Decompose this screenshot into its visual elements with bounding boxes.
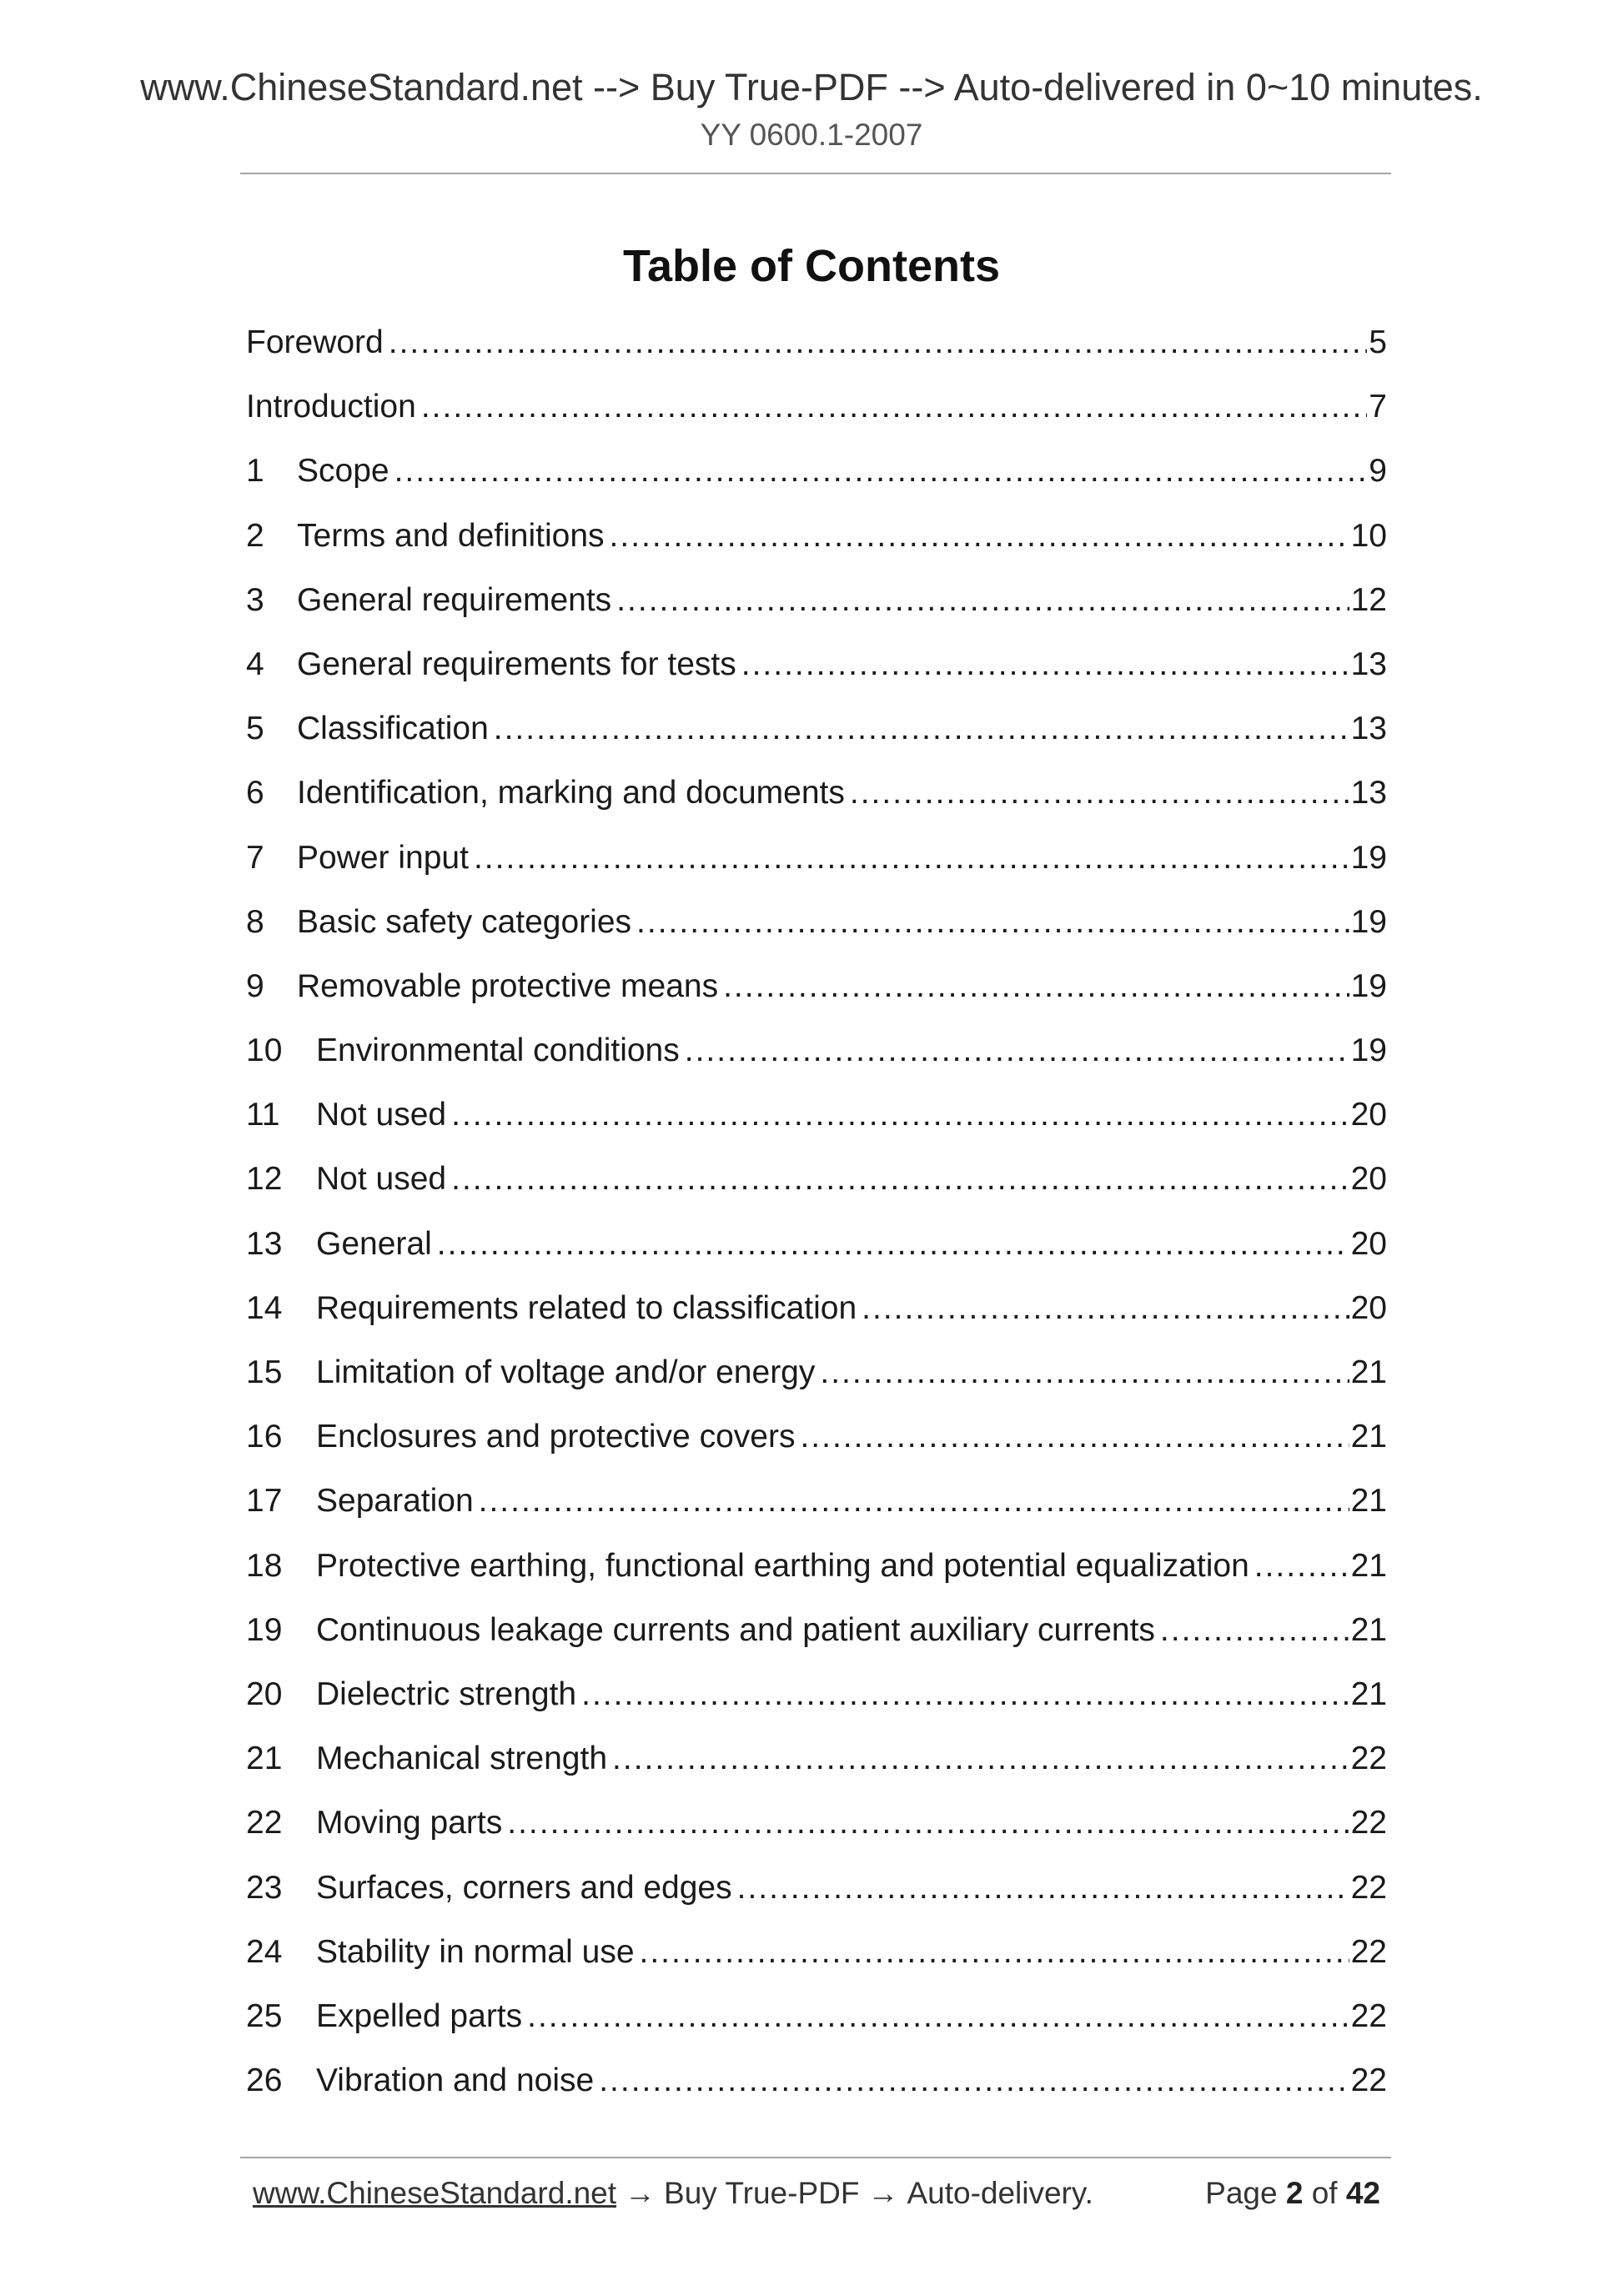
toc-entry-3[interactable] [246, 568, 1387, 632]
page-title: Table of Contents [623, 241, 1000, 291]
toc-entry-label: Classification [297, 711, 489, 747]
toc-entry-label: Stability in normal use [316, 1933, 635, 1970]
toc-entry-label: Requirements related to classification [316, 1289, 857, 1326]
page-current: 2 [1285, 2176, 1304, 2210]
dot-leader [479, 1469, 1349, 1533]
document-id: YY 0600.1-2007 [700, 118, 923, 152]
toc-entry-page: 19 [1350, 839, 1387, 876]
toc-entry-number: 1 [246, 453, 264, 490]
footer-buy-text: Buy True-PDF [664, 2176, 860, 2210]
toc-entry-page: 20 [1350, 1097, 1387, 1133]
dot-leader [421, 374, 1367, 439]
toc-entry-label: Introduction [246, 389, 416, 425]
toc-entry-number: 18 [246, 1547, 283, 1584]
toc-entry-page: 22 [1350, 1869, 1387, 1906]
toc-entry-page: 21 [1350, 1419, 1387, 1455]
toc-entry-number: 4 [246, 646, 264, 682]
dot-leader [581, 1662, 1349, 1726]
toc-entry-number: 12 [246, 1161, 283, 1198]
toc-entry-label: Dielectric strength [316, 1676, 577, 1712]
toc-entry-page: 19 [1350, 1032, 1387, 1069]
toc-entry-6[interactable] [246, 761, 1387, 825]
toc-entry-label: Moving parts [316, 1805, 503, 1841]
toc-entry-label: General requirements [297, 581, 612, 618]
dot-leader [610, 504, 1349, 568]
page-word: Page [1205, 2176, 1278, 2210]
toc-entry-number: 7 [246, 839, 264, 876]
toc-entry-number: 22 [246, 1805, 283, 1841]
toc-entry-number: 15 [246, 1354, 283, 1390]
dot-leader [394, 439, 1368, 503]
toc-entry-number: 14 [246, 1289, 283, 1326]
toc-entry-1[interactable] [246, 439, 1387, 503]
dot-leader [599, 2048, 1349, 2113]
dot-leader [723, 954, 1349, 1018]
toc-entry-page: 21 [1350, 1483, 1387, 1520]
toc-entry-page: 13 [1350, 711, 1387, 747]
toc-entry-number: 20 [246, 1676, 283, 1712]
toc-entry-page: 21 [1350, 1354, 1387, 1390]
toc-entry-label: Not used [316, 1161, 447, 1198]
toc-entry-page: 5 [1369, 324, 1387, 360]
toc-entry-label: Identification, marking and documents [297, 775, 845, 811]
arrow-right-icon: → [625, 2176, 656, 2210]
dot-leader [636, 890, 1349, 954]
dot-leader [616, 568, 1349, 632]
dot-leader [741, 632, 1349, 696]
toc-entry-number: 19 [246, 1611, 283, 1648]
toc-entry-20[interactable] [246, 1662, 1387, 1726]
toc-entry-label: Power input [297, 839, 469, 876]
toc-entry-page: 7 [1369, 389, 1387, 425]
toc-entry-page: 13 [1350, 775, 1387, 811]
toc-entry-14[interactable] [246, 1276, 1387, 1340]
arrow-right-icon: → [867, 2176, 899, 2210]
toc-entry-number: 25 [246, 1997, 283, 2034]
toc-entry-10[interactable] [246, 1018, 1387, 1083]
header-divider [240, 173, 1391, 174]
toc-entry-2[interactable] [246, 504, 1387, 568]
page-of-word: of [1311, 2176, 1338, 2210]
page-footer [253, 2170, 1380, 2217]
dot-leader [685, 1018, 1349, 1083]
toc-entry-label: Scope [297, 453, 389, 490]
dot-leader [437, 1212, 1349, 1276]
toc-entry-number: 10 [246, 1032, 283, 1069]
dot-leader [737, 1856, 1349, 1920]
toc-entry-number: 21 [246, 1741, 283, 1777]
dot-leader [862, 1276, 1349, 1340]
toc-entry-label: Enclosures and protective covers [316, 1419, 796, 1455]
footer-divider [240, 2157, 1391, 2158]
footer-delivery-text: Auto-delivery. [907, 2176, 1093, 2210]
toc-entry-page: 9 [1369, 453, 1387, 490]
table-of-contents [246, 310, 1387, 2113]
dot-leader [800, 1404, 1349, 1469]
toc-entry-7[interactable] [246, 826, 1387, 890]
toc-entry-9[interactable] [246, 954, 1387, 1018]
toc-entry-25[interactable] [246, 1984, 1387, 2048]
header-banner: www.ChineseStandard.net --> Buy True-PDF --> Auto-delivered in 0~10 minutes. [140, 66, 1483, 108]
toc-entry-number: 6 [246, 775, 264, 811]
page-total: 42 [1345, 2176, 1380, 2210]
toc-entry-label: Removable protective means [297, 967, 719, 1004]
toc-entry-number: 5 [246, 711, 264, 747]
toc-entry-label: Mechanical strength [316, 1741, 608, 1777]
footer-promo [253, 2176, 1093, 2211]
toc-entry-number: 17 [246, 1483, 283, 1520]
toc-entry-label: Terms and definitions [297, 517, 605, 554]
toc-entry-label: General [316, 1225, 432, 1262]
footer-site-link[interactable]: www.ChineseStandard.net [253, 2176, 617, 2210]
page-number [1205, 2176, 1380, 2211]
toc-entry-label: Basic safety categories [297, 903, 632, 940]
toc-entry-label: Continuous leakage currents and patient auxiliary currents [316, 1611, 1155, 1648]
toc-entry-21[interactable] [246, 1726, 1387, 1791]
toc-entry-page: 21 [1350, 1676, 1387, 1712]
dot-leader [527, 1984, 1349, 2048]
toc-entry-number: 11 [246, 1097, 280, 1133]
toc-entry-page: 21 [1350, 1547, 1387, 1584]
toc-entry-16[interactable] [246, 1404, 1387, 1469]
toc-entry-15[interactable] [246, 1340, 1387, 1404]
toc-entry-19[interactable] [246, 1598, 1387, 1662]
toc-entry-number: 8 [246, 903, 264, 940]
toc-entry-number: 16 [246, 1419, 283, 1455]
toc-entry-18[interactable] [246, 1534, 1387, 1598]
toc-entry-page: 22 [1350, 1997, 1387, 2034]
toc-entry-page: 12 [1350, 581, 1387, 618]
toc-entry-number: 26 [246, 2062, 283, 2099]
toc-entry-page: 13 [1350, 646, 1387, 682]
toc-entry-number: 24 [246, 1933, 283, 1970]
toc-entry-number: 9 [246, 967, 264, 1004]
toc-entry-number: 23 [246, 1869, 283, 1906]
toc-entry-page: 20 [1350, 1161, 1387, 1198]
toc-entry-page: 22 [1350, 1805, 1387, 1841]
toc-entry-24[interactable] [246, 1920, 1387, 1984]
toc-entry-page: 10 [1350, 517, 1387, 554]
toc-entry-label: Surfaces, corners and edges [316, 1869, 732, 1906]
toc-entry-foreword[interactable] [246, 310, 1387, 374]
toc-entry-23[interactable] [246, 1856, 1387, 1920]
dot-leader [494, 696, 1349, 761]
toc-entry-13[interactable] [246, 1212, 1387, 1276]
toc-entry-label: Expelled parts [316, 1997, 523, 2034]
dot-leader [474, 826, 1349, 890]
toc-entry-page: 20 [1350, 1225, 1387, 1262]
toc-entry-label: Vibration and noise [316, 2062, 595, 2099]
toc-entry-4[interactable] [246, 632, 1387, 696]
toc-entry-number: 2 [246, 517, 264, 554]
toc-entry-12[interactable] [246, 1147, 1387, 1211]
dot-leader [507, 1791, 1349, 1855]
toc-entry-number: 13 [246, 1225, 283, 1262]
dot-leader [451, 1147, 1349, 1211]
toc-entry-5[interactable] [246, 696, 1387, 761]
toc-entry-label: General requirements for tests [297, 646, 736, 682]
toc-entry-8[interactable] [246, 890, 1387, 954]
toc-entry-introduction[interactable] [246, 374, 1387, 439]
dot-leader [1160, 1598, 1349, 1662]
toc-entry-page: 22 [1350, 1933, 1387, 1970]
toc-entry-17[interactable] [246, 1469, 1387, 1533]
toc-entry-page: 21 [1350, 1611, 1387, 1648]
toc-entry-26[interactable] [246, 2048, 1387, 2113]
toc-entry-label: Environmental conditions [316, 1032, 680, 1069]
dot-leader [389, 310, 1368, 374]
dot-leader [1254, 1534, 1349, 1598]
toc-entry-number: 3 [246, 581, 264, 618]
toc-entry-label: Not used [316, 1097, 447, 1133]
dot-leader [850, 761, 1349, 825]
toc-entry-page: 19 [1350, 967, 1387, 1004]
toc-entry-label: Limitation of voltage and/or energy [316, 1354, 816, 1390]
dot-leader [820, 1340, 1349, 1404]
dot-leader [612, 1726, 1349, 1791]
toc-entry-22[interactable] [246, 1791, 1387, 1855]
dot-leader [640, 1920, 1349, 1984]
toc-entry-page: 22 [1350, 2062, 1387, 2099]
toc-entry-label: Separation [316, 1483, 474, 1520]
toc-entry-label: Foreword [246, 324, 384, 360]
toc-entry-11[interactable] [246, 1083, 1387, 1147]
toc-entry-page: 19 [1350, 903, 1387, 940]
dot-leader [451, 1083, 1349, 1147]
toc-entry-page: 22 [1350, 1741, 1387, 1777]
toc-entry-label: Protective earthing, functional earthing and potential equalization [316, 1547, 1249, 1584]
toc-entry-page: 20 [1350, 1289, 1387, 1326]
